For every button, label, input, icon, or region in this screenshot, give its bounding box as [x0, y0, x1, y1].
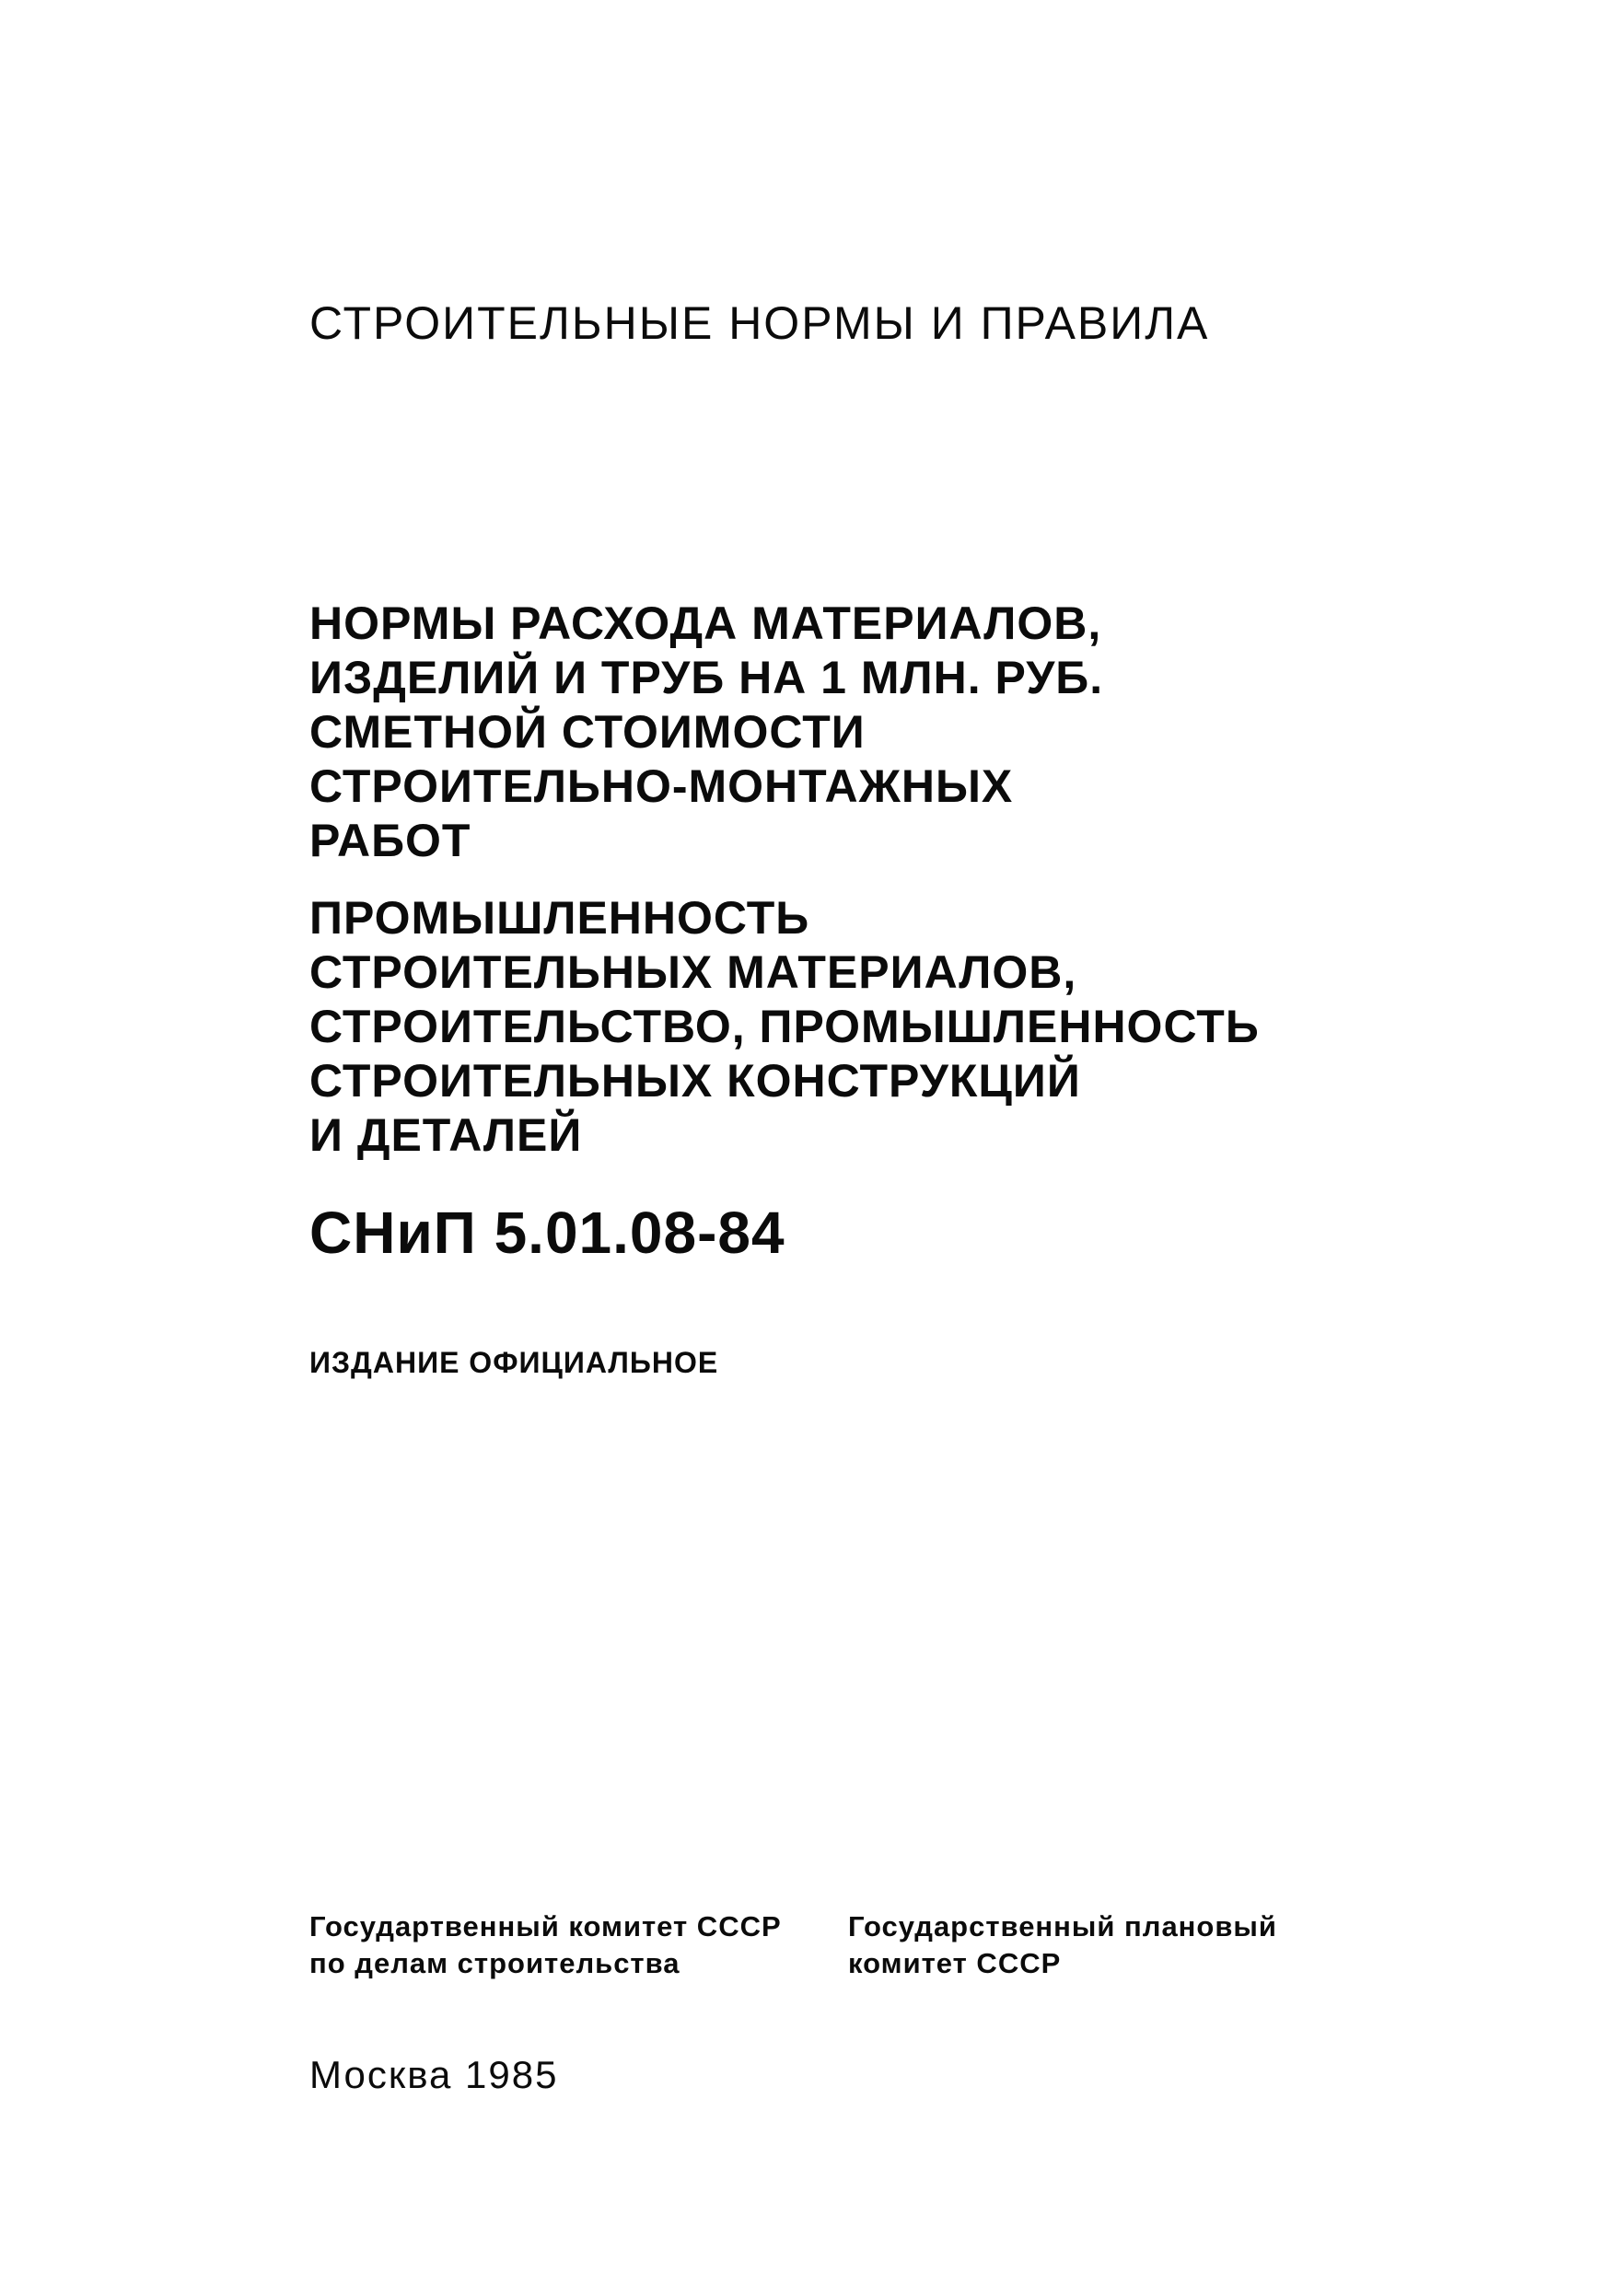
document-code: СНиП 5.01.08-84	[309, 1200, 785, 1266]
subtitle-line: СТРОИТЕЛЬНЫХ КОНСТРУКЦИЙ	[309, 1055, 1081, 1107]
document-subtitle	[309, 891, 1260, 1163]
document-title	[309, 597, 1103, 868]
subtitle-line: И ДЕТАЛЕЙ	[309, 1109, 583, 1161]
title-line: РАБОТ	[309, 815, 471, 866]
title-line: НОРМЫ РАСХОДА МАТЕРИАЛОВ,	[309, 597, 1102, 649]
edition-label: ИЗДАНИЕ ОФИЦИАЛЬНОЕ	[309, 1346, 719, 1379]
title-line: СМЕТНОЙ СТОИМОСТИ	[309, 706, 866, 758]
title-line: СТРОИТЕЛЬНО-МОНТАЖНЫХ	[309, 760, 1014, 812]
publisher-line: комитет СССР	[848, 1947, 1062, 1979]
subtitle-line: СТРОИТЕЛЬНЫХ МАТЕРИАЛОВ,	[309, 946, 1077, 998]
subtitle-line: СТРОИТЕЛЬСТВО, ПРОМЫШЛЕННОСТЬ	[309, 1001, 1260, 1052]
subtitle-line: ПРОМЫШЛЕННОСТЬ	[309, 892, 810, 944]
publisher-left	[309, 1908, 782, 1982]
publisher-right	[848, 1908, 1277, 1982]
publisher-line: по делам строительства	[309, 1947, 680, 1979]
series-title: СТРОИТЕЛЬНЫЕ НОРМЫ И ПРАВИЛА	[309, 297, 1210, 349]
publisher-line: Государтвенный комитет СССР	[309, 1910, 782, 1942]
imprint: Москва 1985	[309, 2053, 559, 2096]
publisher-line: Государственный плановый	[848, 1910, 1277, 1942]
title-line: ИЗДЕЛИЙ И ТРУБ НА 1 МЛН. РУБ.	[309, 652, 1104, 703]
